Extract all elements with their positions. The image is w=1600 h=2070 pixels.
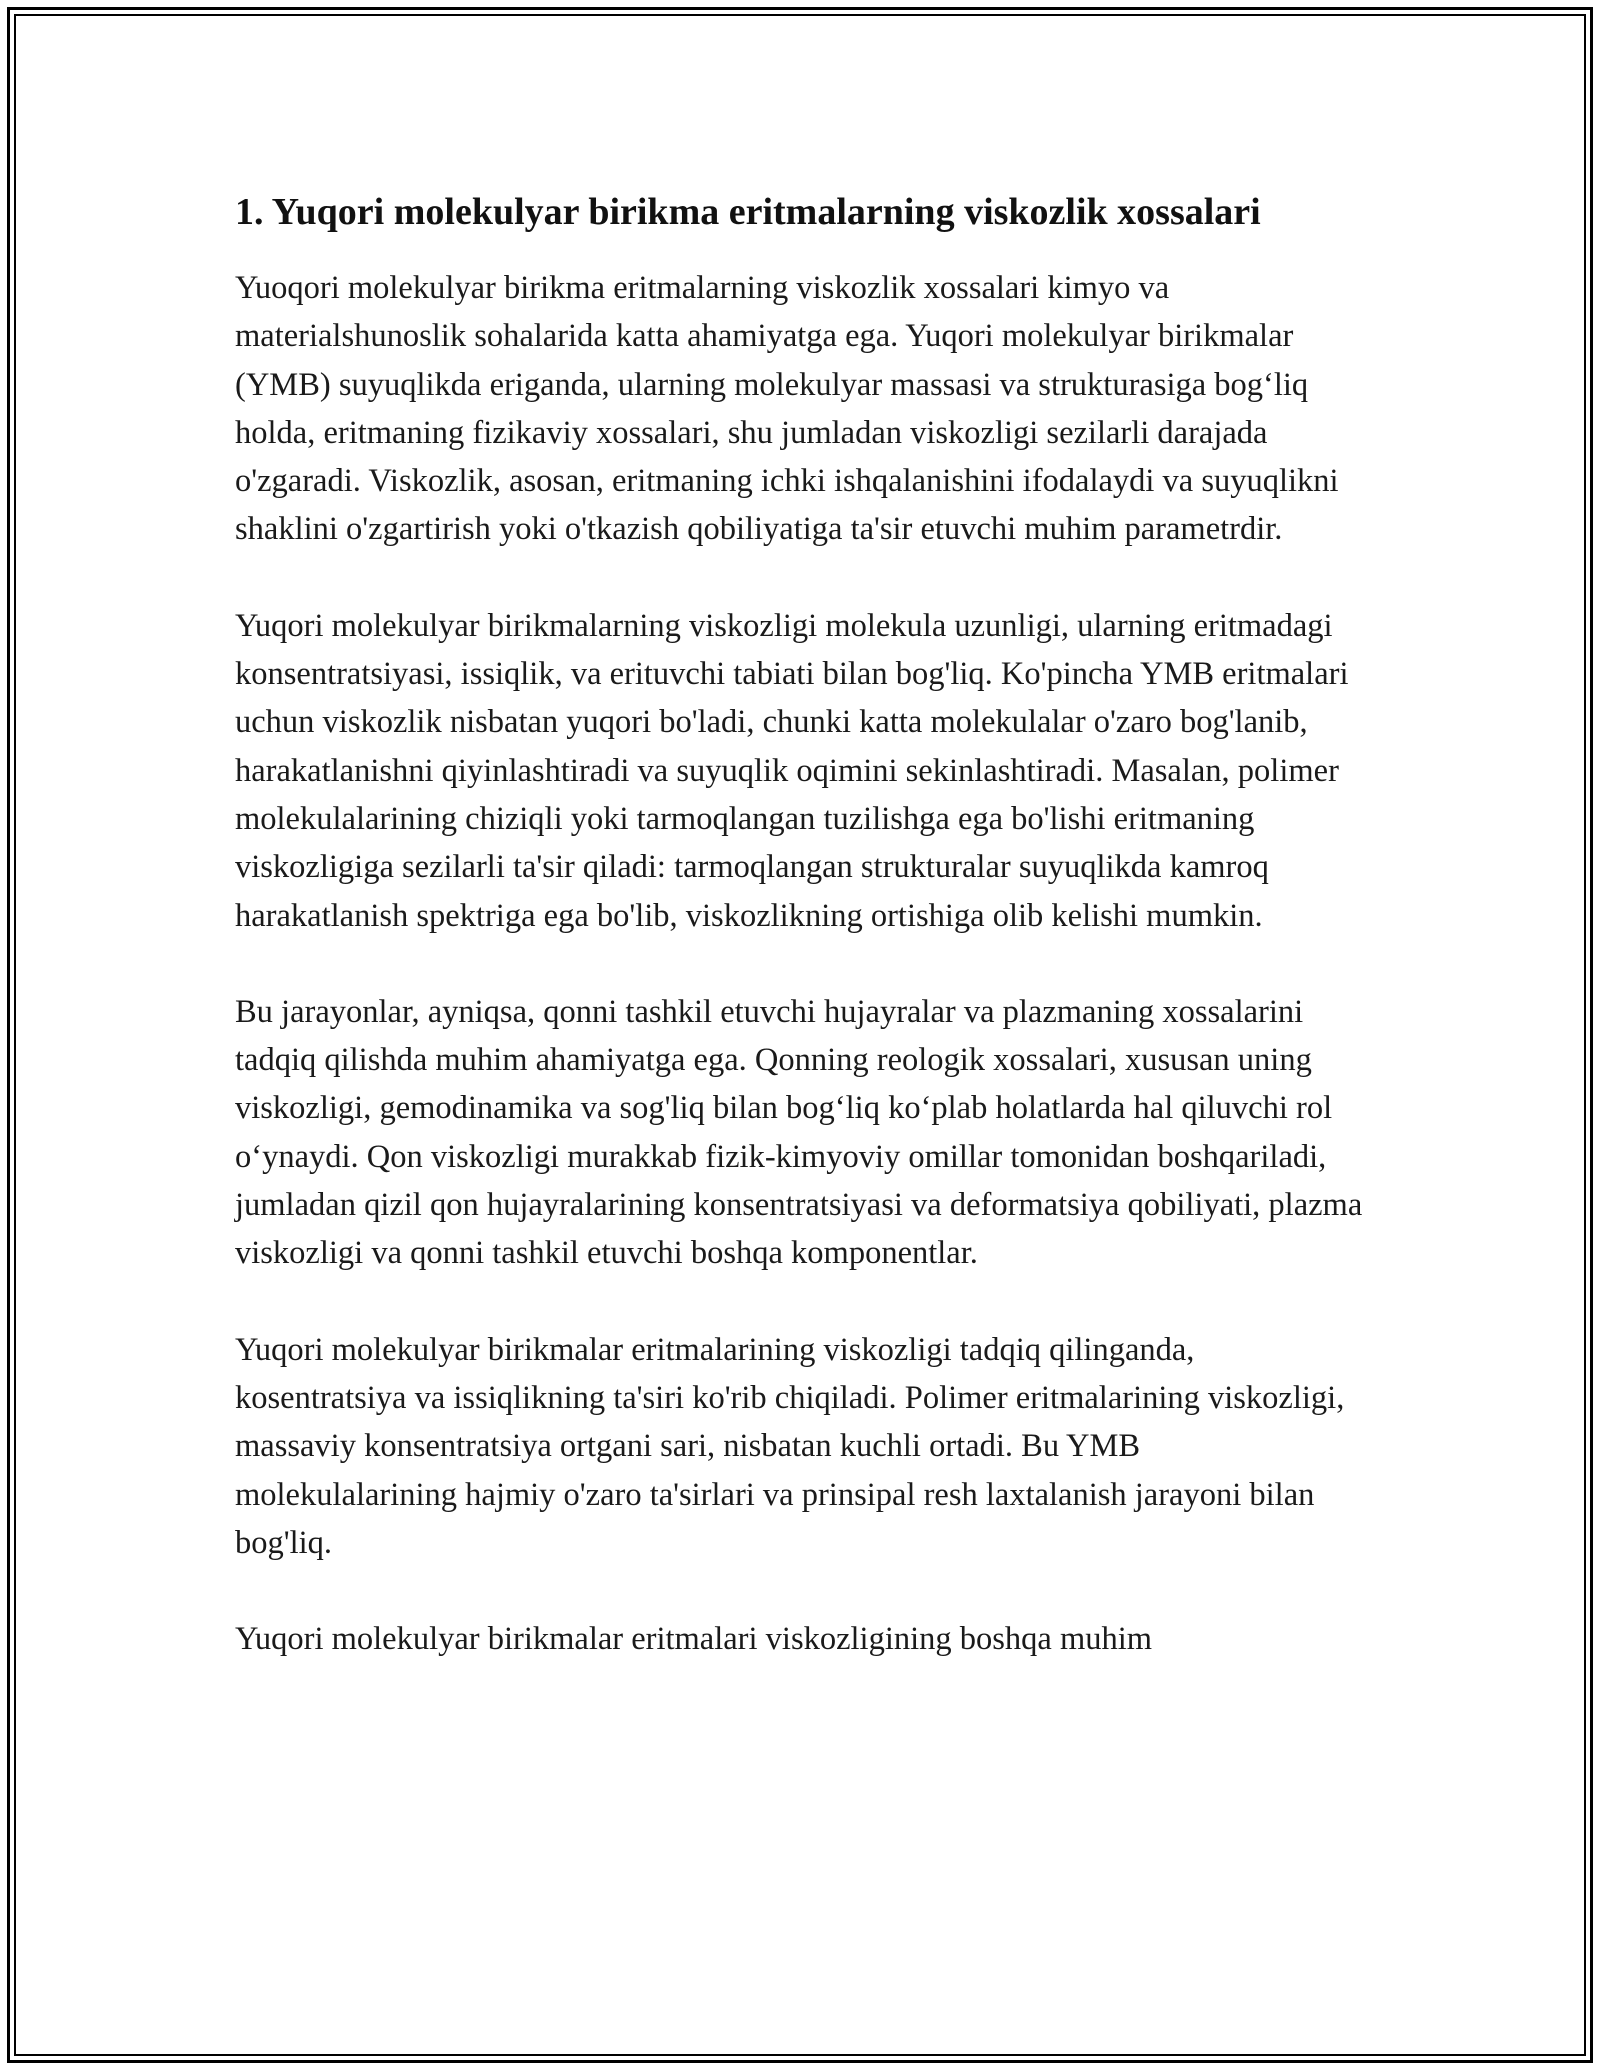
document-body — [235, 185, 1365, 1711]
paragraph-3: Bu jarayonlar, ayniqsa, qonni tashkil etuvchi hujayralar va plazmaning xossalarini tadqiq qilishda muhim ahamiyatga ega. Qonning reologik xossalari, xususan uning viskozligi, gemodinamika va sog'liq bilan bog‘liq ko‘plab holatlarda hal qiluvchi rol o‘ynaydi. Qon viskozligi murakkab fizik-kimyoviy omillar tomonidan boshqariladi, jumladan qizil qon hujayralarining konsentratsiyasi va deformatsiya qobiliyati, plazma viskozligi va qonni tashkil etuvchi boshqa komponentlar. — [235, 993, 1363, 1272]
paragraph-1: Yuoqori molekulyar birikma eritmalarning viskozlik xossalari kimyo va materialshunoslik sohalarida katta ahamiyatga ega. Yuqori molekulyar birikmalar (YMB) suyuqlikda eriganda, ularning molekulyar massasi va strukturasiga bog‘liq holda, eritmaning fizikaviy xossalari, shu jumladan viskozligi sezilarli darajada o'zgaradi. Viskozlik, asosan, eritmaning ichki ishqalanishini ifodalaydi va suyuqlikni shaklini o'zgartirish yoki o'tkazish qobiliyatiga ta'sir etuvchi muhim parametrdir. — [235, 270, 1339, 548]
paragraph-2: Yuqori molekulyar birikmalarning viskozligi molekula uzunligi, ularning eritmadagi konsentratsiyasi, issiqlik, va erituvchi tabiati bilan bog'liq. Ko'pincha YMB eritmalari uchun viskozlik nisbatan yuqori bo'ladi, chunki katta molekulalar o'zaro bog'lanib, harakatlanishni qiyinlashtiradi va suyuqlik oqimini sekinlashtiradi. Masalan, polimer molekulalarining chiziqli yoki tarmoqlangan tuzilishga ega bo'lishi eritmaning viskozligiga sezilarli ta'sir qiladi: tarmoqlangan strukturalar suyuqlikda kamroq harakatlanish spektriga ega bo'lib, viskozlikning ortishiga olib kelishi mumkin. — [235, 607, 1349, 934]
paragraph-4: Yuqori molekulyar birikmalar eritmalarining viskozligi tadqiq qilinganda, kosentratsiya va issiqlikning ta'siri ko'rib chiqiladi. Polimer eritmalarining viskozligi, massaviy konsentratsiya ortgani sari, nisbatan kuchli ortadi. Bu YMB molekulalarining hajmiy o'zaro ta'sirlari va prinsipal resh laxtalanish jarayoni bilan bog'liq. — [235, 1331, 1345, 1561]
paragraph-5: Yuqori molekulyar birikmalar eritmalari viskozligining boshqa muhim — [235, 1621, 1153, 1658]
section-title: 1. Yuqori molekulyar birikma eritmalarning viskozlik xossalari — [235, 191, 1261, 233]
